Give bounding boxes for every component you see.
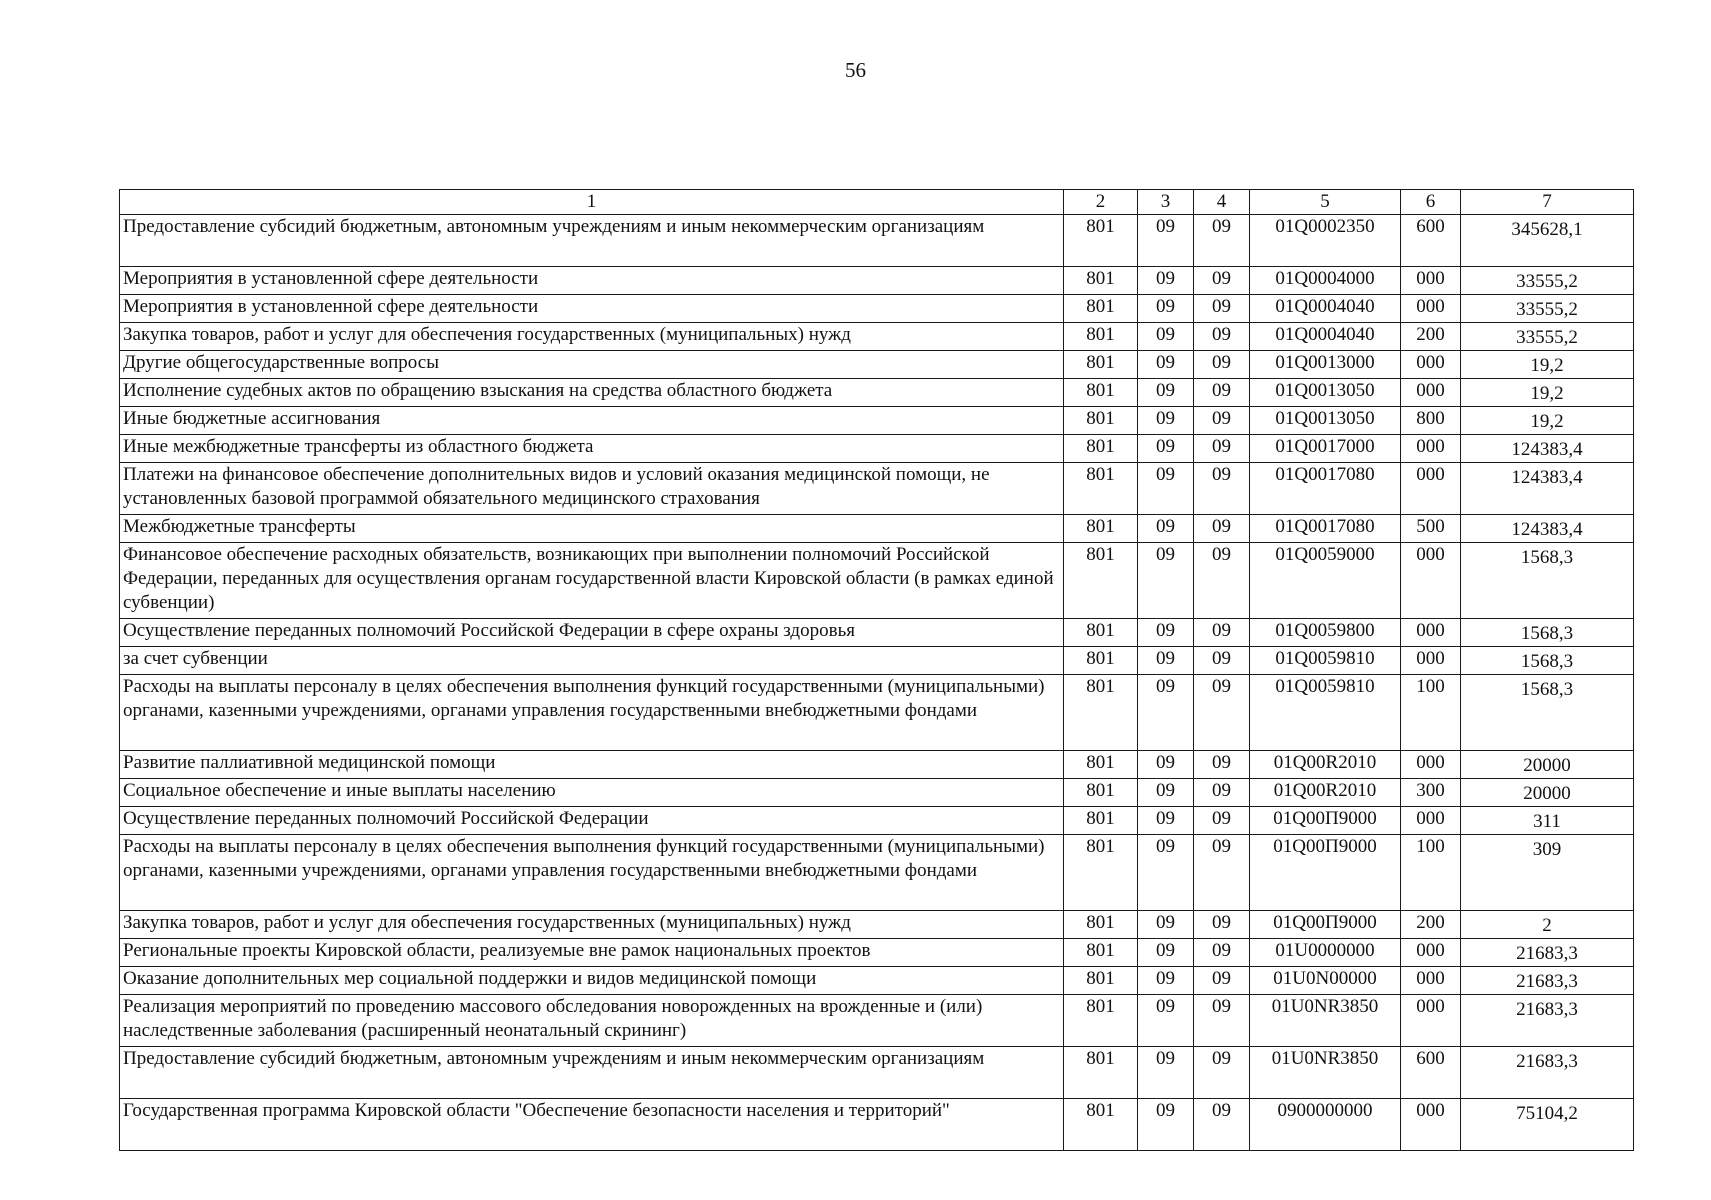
code-cell-3: 09	[1138, 323, 1194, 351]
code-cell-4: 09	[1194, 751, 1250, 779]
code-cell-5: 01U0NR3850	[1250, 995, 1401, 1047]
row-name-cell: Осуществление переданных полномочий Российской Федерации	[120, 807, 1064, 835]
code-cell-6: 100	[1401, 675, 1461, 751]
code-cell-4: 09	[1194, 435, 1250, 463]
code-cell-6: 100	[1401, 835, 1461, 911]
code-cell-3: 09	[1138, 967, 1194, 995]
code-cell-4: 09	[1194, 379, 1250, 407]
page-number: 56	[845, 58, 866, 82]
code-cell-3: 09	[1138, 675, 1194, 751]
code-cell-3: 09	[1138, 407, 1194, 435]
column-header-2: 2	[1064, 190, 1138, 215]
code-cell-5: 01Q00П9000	[1250, 807, 1401, 835]
code-cell-3: 09	[1138, 295, 1194, 323]
code-cell-4: 09	[1194, 647, 1250, 675]
code-cell-4: 09	[1194, 215, 1250, 267]
code-cell-3: 09	[1138, 463, 1194, 515]
code-cell-5: 01Q0004040	[1250, 295, 1401, 323]
table-row	[120, 515, 1634, 543]
code-cell-3: 09	[1138, 351, 1194, 379]
code-cell-6: 200	[1401, 911, 1461, 939]
amount-cell: 1568,3	[1461, 675, 1634, 751]
row-name-cell: Расходы на выплаты персоналу в целях обеспечения выполнения функций государственными (муниципальными) органами, казенными учреждениями, органами управления государственными внебюджетными фондами	[120, 675, 1064, 751]
table-row	[120, 267, 1634, 295]
row-name-cell: Иные межбюджетные трансферты из областного бюджета	[120, 435, 1064, 463]
code-cell-4: 09	[1194, 939, 1250, 967]
code-cell-6: 000	[1401, 751, 1461, 779]
table-row	[120, 295, 1634, 323]
code-cell-5: 01Q0002350	[1250, 215, 1401, 267]
table-body	[120, 215, 1634, 1151]
code-cell-3: 09	[1138, 515, 1194, 543]
amount-cell: 21683,3	[1461, 967, 1634, 995]
code-cell-3: 09	[1138, 435, 1194, 463]
table-row	[120, 215, 1634, 267]
code-cell-4: 09	[1194, 463, 1250, 515]
row-name-cell: Предоставление субсидий бюджетным, автономным учреждениям и иным некоммерческим организациям	[120, 1047, 1064, 1099]
code-cell-5: 01Q0004040	[1250, 323, 1401, 351]
code-cell-2: 801	[1064, 543, 1138, 619]
table-row	[120, 647, 1634, 675]
table-row	[120, 807, 1634, 835]
code-cell-2: 801	[1064, 215, 1138, 267]
code-cell-2: 801	[1064, 515, 1138, 543]
code-cell-2: 801	[1064, 1099, 1138, 1151]
table-row	[120, 379, 1634, 407]
table-row	[120, 939, 1634, 967]
code-cell-5: 01Q0017080	[1250, 515, 1401, 543]
code-cell-4: 09	[1194, 323, 1250, 351]
amount-cell: 21683,3	[1461, 1047, 1634, 1099]
row-name-cell: Развитие паллиативной медицинской помощи	[120, 751, 1064, 779]
amount-cell: 20000	[1461, 779, 1634, 807]
amount-cell: 124383,4	[1461, 515, 1634, 543]
code-cell-2: 801	[1064, 939, 1138, 967]
code-cell-4: 09	[1194, 807, 1250, 835]
table-row	[120, 543, 1634, 619]
code-cell-6: 500	[1401, 515, 1461, 543]
code-cell-4: 09	[1194, 351, 1250, 379]
column-header-6: 6	[1401, 190, 1461, 215]
table-row	[120, 675, 1634, 751]
code-cell-4: 09	[1194, 835, 1250, 911]
column-header-3: 3	[1138, 190, 1194, 215]
table-row	[120, 1099, 1634, 1151]
row-name-cell: Другие общегосударственные вопросы	[120, 351, 1064, 379]
amount-cell: 19,2	[1461, 351, 1634, 379]
code-cell-5: 01Q0004000	[1250, 267, 1401, 295]
amount-cell: 75104,2	[1461, 1099, 1634, 1151]
row-name-cell: Мероприятия в установленной сфере деятельности	[120, 267, 1064, 295]
row-name-cell: Платежи на финансовое обеспечение дополнительных видов и условий оказания медицинской помощи, не установленных базовой программой обязательного медицинского страхования	[120, 463, 1064, 515]
code-cell-4: 09	[1194, 407, 1250, 435]
amount-cell: 2	[1461, 911, 1634, 939]
code-cell-6: 000	[1401, 967, 1461, 995]
column-header-1: 1	[120, 190, 1064, 215]
code-cell-4: 09	[1194, 967, 1250, 995]
code-cell-6: 000	[1401, 379, 1461, 407]
amount-cell: 124383,4	[1461, 435, 1634, 463]
code-cell-6: 000	[1401, 619, 1461, 647]
code-cell-2: 801	[1064, 807, 1138, 835]
row-name-cell: Государственная программа Кировской области "Обеспечение безопасности населения и территорий"	[120, 1099, 1064, 1151]
code-cell-2: 801	[1064, 323, 1138, 351]
row-name-cell: Расходы на выплаты персоналу в целях обеспечения выполнения функций государственными (муниципальными) органами, казенными учреждениями, органами управления государственными внебюджетными фондами	[120, 835, 1064, 911]
code-cell-3: 09	[1138, 995, 1194, 1047]
code-cell-4: 09	[1194, 779, 1250, 807]
amount-cell: 33555,2	[1461, 295, 1634, 323]
header-row	[120, 190, 1634, 215]
code-cell-6: 000	[1401, 543, 1461, 619]
code-cell-5: 01Q00П9000	[1250, 911, 1401, 939]
amount-cell: 309	[1461, 835, 1634, 911]
code-cell-4: 09	[1194, 295, 1250, 323]
table-row	[120, 619, 1634, 647]
amount-cell: 21683,3	[1461, 995, 1634, 1047]
code-cell-2: 801	[1064, 351, 1138, 379]
table-row	[120, 995, 1634, 1047]
code-cell-6: 000	[1401, 435, 1461, 463]
code-cell-4: 09	[1194, 619, 1250, 647]
code-cell-3: 09	[1138, 939, 1194, 967]
code-cell-3: 09	[1138, 647, 1194, 675]
code-cell-4: 09	[1194, 543, 1250, 619]
code-cell-2: 801	[1064, 295, 1138, 323]
code-cell-4: 09	[1194, 675, 1250, 751]
row-name-cell: Закупка товаров, работ и услуг для обеспечения государственных (муниципальных) нужд	[120, 323, 1064, 351]
code-cell-5: 01Q00R2010	[1250, 751, 1401, 779]
table-row	[120, 323, 1634, 351]
code-cell-6: 800	[1401, 407, 1461, 435]
amount-cell: 33555,2	[1461, 323, 1634, 351]
code-cell-6: 000	[1401, 807, 1461, 835]
row-name-cell: Исполнение судебных актов по обращению взыскания на средства областного бюджета	[120, 379, 1064, 407]
code-cell-2: 801	[1064, 911, 1138, 939]
table-row	[120, 911, 1634, 939]
amount-cell: 1568,3	[1461, 543, 1634, 619]
row-name-cell: Региональные проекты Кировской области, реализуемые вне рамок национальных проектов	[120, 939, 1064, 967]
code-cell-4: 09	[1194, 515, 1250, 543]
code-cell-6: 000	[1401, 267, 1461, 295]
table-row	[120, 967, 1634, 995]
code-cell-2: 801	[1064, 835, 1138, 911]
code-cell-2: 801	[1064, 267, 1138, 295]
code-cell-2: 801	[1064, 1047, 1138, 1099]
row-name-cell: Иные бюджетные ассигнования	[120, 407, 1064, 435]
row-name-cell: Осуществление переданных полномочий Российской Федерации в сфере охраны здоровья	[120, 619, 1064, 647]
column-header-7: 7	[1461, 190, 1634, 215]
row-name-cell: за счет субвенции	[120, 647, 1064, 675]
code-cell-3: 09	[1138, 543, 1194, 619]
amount-cell: 1568,3	[1461, 647, 1634, 675]
code-cell-5: 01Q00R2010	[1250, 779, 1401, 807]
amount-cell: 19,2	[1461, 407, 1634, 435]
amount-cell: 19,2	[1461, 379, 1634, 407]
code-cell-6: 000	[1401, 1099, 1461, 1151]
code-cell-5: 01Q0013000	[1250, 351, 1401, 379]
code-cell-5: 01U0NR3850	[1250, 1047, 1401, 1099]
code-cell-2: 801	[1064, 379, 1138, 407]
row-name-cell: Оказание дополнительных мер социальной поддержки и видов медицинской помощи	[120, 967, 1064, 995]
amount-cell: 124383,4	[1461, 463, 1634, 515]
code-cell-2: 801	[1064, 779, 1138, 807]
row-name-cell: Закупка товаров, работ и услуг для обеспечения государственных (муниципальных) нужд	[120, 911, 1064, 939]
code-cell-5: 01Q0059000	[1250, 543, 1401, 619]
code-cell-5: 01Q0013050	[1250, 379, 1401, 407]
table-row	[120, 779, 1634, 807]
code-cell-3: 09	[1138, 379, 1194, 407]
code-cell-6: 000	[1401, 647, 1461, 675]
table-row	[120, 835, 1634, 911]
code-cell-3: 09	[1138, 215, 1194, 267]
table-row	[120, 751, 1634, 779]
budget-table	[119, 189, 1634, 1151]
row-name-cell: Социальное обеспечение и иные выплаты населению	[120, 779, 1064, 807]
code-cell-6: 000	[1401, 295, 1461, 323]
code-cell-5: 01Q0017080	[1250, 463, 1401, 515]
table-row	[120, 1047, 1634, 1099]
column-header-5: 5	[1250, 190, 1401, 215]
code-cell-6: 300	[1401, 779, 1461, 807]
table-row	[120, 463, 1634, 515]
code-cell-4: 09	[1194, 267, 1250, 295]
code-cell-6: 000	[1401, 995, 1461, 1047]
code-cell-3: 09	[1138, 807, 1194, 835]
code-cell-6: 200	[1401, 323, 1461, 351]
row-name-cell: Предоставление субсидий бюджетным, автономным учреждениям и иным некоммерческим организациям	[120, 215, 1064, 267]
code-cell-3: 09	[1138, 619, 1194, 647]
code-cell-5: 01Q00П9000	[1250, 835, 1401, 911]
table-row	[120, 407, 1634, 435]
code-cell-6: 600	[1401, 215, 1461, 267]
code-cell-6: 000	[1401, 939, 1461, 967]
row-name-cell: Мероприятия в установленной сфере деятельности	[120, 295, 1064, 323]
amount-cell: 1568,3	[1461, 619, 1634, 647]
code-cell-5: 01U0N00000	[1250, 967, 1401, 995]
code-cell-5: 01Q0059800	[1250, 619, 1401, 647]
code-cell-5: 0900000000	[1250, 1099, 1401, 1151]
table-row	[120, 435, 1634, 463]
code-cell-2: 801	[1064, 647, 1138, 675]
code-cell-2: 801	[1064, 407, 1138, 435]
code-cell-3: 09	[1138, 267, 1194, 295]
code-cell-2: 801	[1064, 751, 1138, 779]
amount-cell: 345628,1	[1461, 215, 1634, 267]
code-cell-3: 09	[1138, 835, 1194, 911]
code-cell-5: 01Q0017000	[1250, 435, 1401, 463]
code-cell-5: 01Q0059810	[1250, 647, 1401, 675]
amount-cell: 21683,3	[1461, 939, 1634, 967]
code-cell-5: 01U0000000	[1250, 939, 1401, 967]
column-header-4: 4	[1194, 190, 1250, 215]
code-cell-3: 09	[1138, 1099, 1194, 1151]
code-cell-3: 09	[1138, 911, 1194, 939]
code-cell-4: 09	[1194, 1047, 1250, 1099]
code-cell-6: 000	[1401, 351, 1461, 379]
code-cell-2: 801	[1064, 967, 1138, 995]
row-name-cell: Реализация мероприятий по проведению массового обследования новорожденных на врожденные и (или) наследственные заболевания (расширенный неонатальный скрининг)	[120, 995, 1064, 1047]
code-cell-4: 09	[1194, 911, 1250, 939]
code-cell-3: 09	[1138, 1047, 1194, 1099]
code-cell-6: 000	[1401, 463, 1461, 515]
code-cell-2: 801	[1064, 995, 1138, 1047]
code-cell-3: 09	[1138, 779, 1194, 807]
row-name-cell: Межбюджетные трансферты	[120, 515, 1064, 543]
code-cell-2: 801	[1064, 675, 1138, 751]
code-cell-6: 600	[1401, 1047, 1461, 1099]
amount-cell: 20000	[1461, 751, 1634, 779]
code-cell-5: 01Q0059810	[1250, 675, 1401, 751]
code-cell-2: 801	[1064, 463, 1138, 515]
code-cell-2: 801	[1064, 435, 1138, 463]
code-cell-3: 09	[1138, 751, 1194, 779]
code-cell-4: 09	[1194, 995, 1250, 1047]
amount-cell: 33555,2	[1461, 267, 1634, 295]
code-cell-2: 801	[1064, 619, 1138, 647]
row-name-cell: Финансовое обеспечение расходных обязательств, возникающих при выполнении полномочий Российской Федерации, переданных для осуществления органам государственной власти Кировской области (в рамках единой субвенции)	[120, 543, 1064, 619]
table-row	[120, 351, 1634, 379]
code-cell-5: 01Q0013050	[1250, 407, 1401, 435]
code-cell-4: 09	[1194, 1099, 1250, 1151]
amount-cell: 311	[1461, 807, 1634, 835]
